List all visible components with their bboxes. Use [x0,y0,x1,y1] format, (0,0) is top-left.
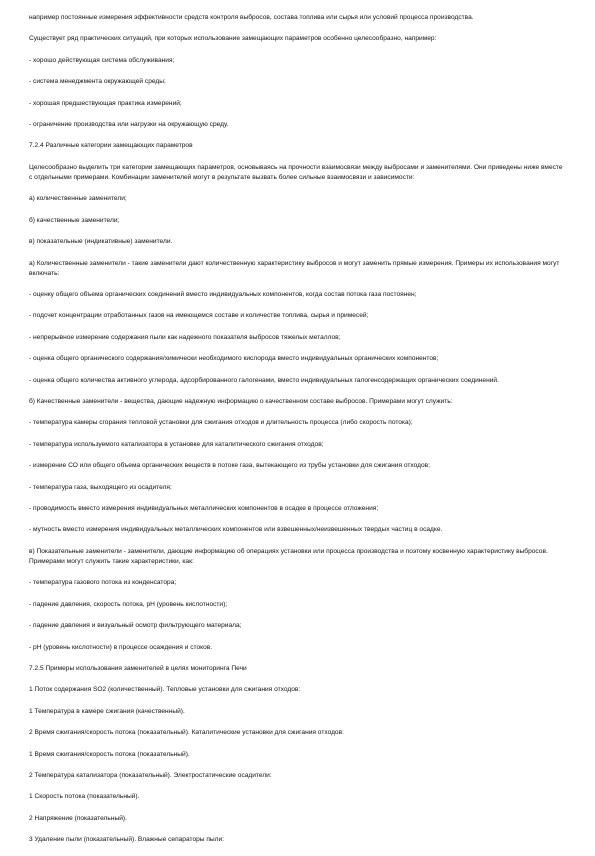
paragraph: 1 Поток содержания SO2 (количественный). Тепловые установки для сжигания отходов: [29,686,301,694]
paragraph: 2 Температура катализатора (показательный). Электростатические осадители: [29,771,272,779]
paragraph: в) Показательные заменители - заменители, дающие информацию об операциях установки или процесса производства и поэтому косвенную характеристику выбросов. Примерами могут служить такие характеристики, как: [29,547,548,565]
paragraph: 1 Скорость потока (показательный). [29,793,140,801]
list-item: - непрерывное измерение содержания пыли как надежного показателя выбросов тяжелых металлов; [29,333,341,341]
paragraph: 1 Температура в камере сжигания (качественный). [29,707,185,715]
list-item: - хорошо действующая система обслуживания; [29,56,175,64]
section-heading: 7.2.5 Примеры использования заменителей в целях мониторинга Печи [29,664,247,672]
list-item: - падение давления и визуальный осмотр фильтрующего материала; [29,622,242,630]
paragraph: 3 Удаление пыли (показательный). Влажные сепараторы пыли: [29,836,225,844]
document-body [29,13,563,856]
list-item: в) показательные (индикативные) заменители. [29,238,173,246]
list-item: - температура используемого катализатора в установке для каталитического сжигания отходов; [29,440,324,448]
paragraph: 1 Время сжигания/скорость потока (показательный). [29,750,190,758]
list-item: - система менеджмента окружающей среды; [29,78,166,86]
list-item: а) количественные заменители; [29,195,127,203]
list-item: - оценка общего количества активного углерода, адсорбированного галогенами, вместо индивидуальных галогенсодержащих органических соединений. [29,376,499,384]
paragraph: а) Количественные заменители - такие заменители дают количественную характеристику выбросов и могут заменить прямые измерения. Примеры их использования могут включать: [29,259,560,277]
list-item: - мутность вместо измерения индивидуальных металлических компонентов или взвешенных/неизвешенных твердых частиц в осадке. [29,526,443,534]
list-item: - температура камеры сгорания тепловой установки для сжигания отходов и длительность процесса (либо скорость потока); [29,419,413,427]
list-item: - температура газового потока из конденсатора; [29,579,177,587]
paragraph: Существует ряд практических ситуаций, при которых использование замещающих параметров особенно целесообразно, например: [29,35,437,43]
list-item: - температура газа, выходящего из осадителя; [29,483,172,491]
list-item: - подсчет концентрации отработанных газов на имеющемся составе и количестве топлива, сырья и примесей; [29,312,369,320]
list-item: - ограничение производства или нагрузки на окружающую среду. [29,120,229,128]
list-item: - оценка общего органического содержания/химически необходимого кислорода вместо индивидуальных органических компонентов; [29,355,439,363]
list-item: б) качественные заменители; [29,216,120,224]
list-item: - измерение СО или общего объема органических веществ в потоке газа, вытекающего из трубы установки для сжигания отходов; [29,462,430,470]
paragraph: 2 Напряжение (показательный). [29,814,127,822]
paragraph: б) Качественные заменители - вещества, дающие надежную информацию о качественном составе выбросов. Примерами могут служить: [29,398,453,406]
list-item: - падение давления, скорость потока, pH (уровень кислотности); [29,600,228,608]
list-item: - хорошая предшествующая практика измерений; [29,99,182,107]
section-heading: 7.2.4 Различные категории замещающих параметров [29,142,193,150]
list-item: - pH (уровень кислотности) в процессе осаждения и стоков. [29,643,213,651]
list-item: - проводимость вместо измерения индивидуальных металлических компонентов в осадке в процессе отложения; [29,505,379,512]
list-item: - оценку общего объема органических соединений вместо индивидуальных компонентов, когда состав потока газа постоянен; [29,291,417,299]
paragraph: например постоянные измерения эффективности средств контроля выбросов, состава топлива или сырья или условий процесса производства. [29,14,474,21]
paragraph: Целесообразно выделить три категории замещающих параметров, основываясь на прочности взаимосвязи между выбросами и заменителями. Они приведены ниже вместе с отдельными примерами. Комбинации заменителей могут в результате вызвать более сильные взаимосвязи и зависимости: [29,163,563,181]
paragraph: 2 Время сжигания/скорость потока (показательный). Каталитические установки для сжигания отходов: [29,729,344,737]
